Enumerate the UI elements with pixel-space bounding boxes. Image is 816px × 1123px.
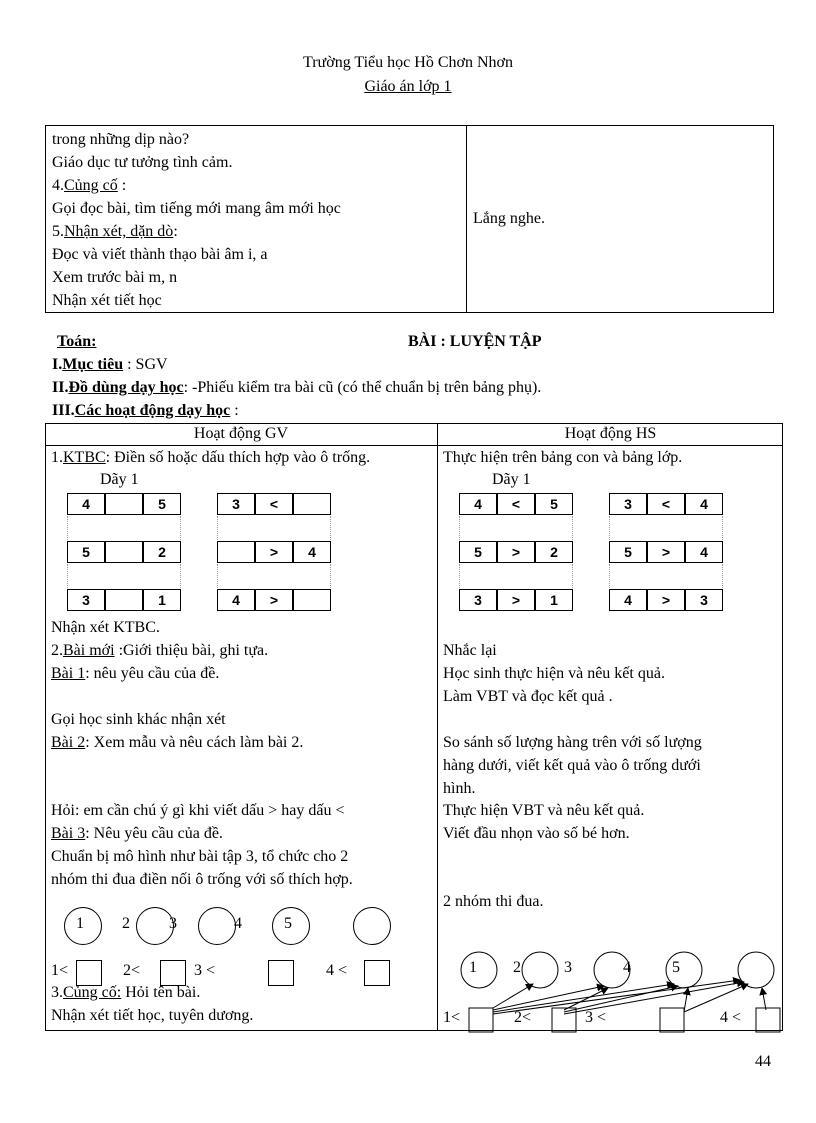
hs-answer-box <box>660 1008 684 1032</box>
chuan-bi-line-1: Chuẩn bị mô hình như bài tập 3, tổ chức cho 2 <box>51 848 349 865</box>
gv-grid-cell[interactable] <box>105 589 143 611</box>
hs-grid-cell: 3 <box>685 589 723 611</box>
top-left-cell <box>46 126 467 313</box>
hs-grid-cell: > <box>647 541 685 563</box>
circle-number: 3 <box>169 915 177 932</box>
gv-grid-cell[interactable] <box>217 541 255 563</box>
page-number: 44 <box>755 1053 771 1070</box>
top-line-prefix: 5. <box>52 223 64 240</box>
hs-grid-cell: 5 <box>535 493 573 515</box>
activities-heading: Các hoạt động dạy học <box>74 402 231 419</box>
compare-label: 2< <box>123 962 141 979</box>
circle-number: 2 <box>122 915 130 932</box>
activities-label: III. <box>52 402 75 419</box>
gv-grid-cell: 5 <box>67 541 105 563</box>
hs-grid-cell: 4 <box>609 589 647 611</box>
hs-compare-label: 4 < <box>720 1009 742 1026</box>
hs-circle-number: 5 <box>672 959 680 976</box>
top-line: Đọc và viết thành thạo bài âm i, a <box>52 246 268 263</box>
col-header-hs: Hoạt động HS <box>564 425 657 442</box>
nhan-xet-tiet-hoc: Nhận xét tiết học, tuyên dương. <box>51 1007 254 1024</box>
gv-grid-cell: > <box>255 589 293 611</box>
ktbc-text: : Điền số hoặc dấu thích hợp vào ô trống. <box>105 449 371 466</box>
hs-grid-cell: 5 <box>609 541 647 563</box>
gv-grid-cell[interactable] <box>105 493 143 515</box>
hs-grid-cell: > <box>647 589 685 611</box>
lesson-title: BÀI : LUYỆN TẬP <box>408 333 542 350</box>
gv-grid-cell[interactable] <box>105 541 143 563</box>
bai-3-text: : Nêu yêu cầu của đề. <box>85 825 223 842</box>
gv-grid-cell: 4 <box>217 589 255 611</box>
bai-moi-prefix: 2. <box>51 642 63 659</box>
cung-co-heading: Củng cố <box>64 177 118 194</box>
day-label-hs: Dãy 1 <box>492 471 531 488</box>
top-line-prefix: 4. <box>52 177 64 194</box>
activities-text: : <box>230 402 239 419</box>
gv-grid-cell: > <box>255 541 293 563</box>
cung-co-prefix: 3. <box>51 984 63 1001</box>
day-label-gv: Dãy 1 <box>100 471 139 488</box>
gv-grid-cell: 1 <box>143 589 181 611</box>
gv-grid-cell: 2 <box>143 541 181 563</box>
compare-label: 3 < <box>194 962 216 979</box>
gv-grid-cell: 3 <box>67 589 105 611</box>
hs-grid-guide <box>459 516 573 540</box>
nhac-lai: Nhắc lại <box>443 642 497 659</box>
circle-3 <box>198 907 236 945</box>
viet-dau-nhon: Viết đầu nhọn vào số bé hơn. <box>443 825 630 842</box>
top-right-cell <box>467 126 774 313</box>
hs-grid-cell: < <box>647 493 685 515</box>
col-header-gv: Hoạt động GV <box>193 425 289 442</box>
top-line: Nhận xét tiết học <box>52 292 162 309</box>
so-sanh-line-1: So sánh số lượng hàng trên với số lượng <box>443 734 702 751</box>
hoi-text: Hỏi: em cần chú ý gì khi viết dấu > hay dấu < <box>51 802 345 819</box>
objective-label: I. <box>52 356 63 373</box>
cung-co-heading-2: Củng cố: <box>63 984 122 1001</box>
hs-compare-label: 1< <box>443 1009 461 1026</box>
gv-grid-cell: < <box>255 493 293 515</box>
top-line-rest: : <box>173 223 178 240</box>
top-table <box>45 125 774 313</box>
nhan-xet-heading: Nhận xét, dặn dò <box>64 223 174 240</box>
top-line: Giáo dục tư tưởng tình cảm. <box>52 154 233 171</box>
answer-box[interactable] <box>76 960 102 986</box>
bai-3-heading: Bài 3 <box>51 825 86 842</box>
bai-moi-heading: Bài mới <box>63 642 115 659</box>
hs-circle-number: 1 <box>469 959 477 976</box>
hs-grid-cell: 4 <box>685 541 723 563</box>
so-sanh-line-3: hình. <box>443 780 476 797</box>
so-sanh-line-2: hàng dưới, viết kết quả vào ô trống dưới <box>443 757 701 774</box>
top-line: Xem trước bài m, n <box>52 269 178 286</box>
hs-ktbc-text: Thực hiện trên bảng con và bảng lớp. <box>443 449 683 466</box>
hs-grid-cell: > <box>497 541 535 563</box>
tools-text: : -Phiếu kiểm tra bài cũ (có thể chuẩn bị trên bảng phụ). <box>183 379 542 396</box>
circle-5 <box>353 907 391 945</box>
arrow-line <box>684 988 688 1012</box>
gv-grid-cell: 4 <box>67 493 105 515</box>
bai-moi-text: :Giới thiệu bài, ghi tựa. <box>114 642 269 659</box>
gv-grid-cell: 3 <box>217 493 255 515</box>
top-line: trong những dịp nào? <box>52 131 190 148</box>
hs-grid-guide <box>459 564 573 588</box>
hs-circle-number: 2 <box>513 959 521 976</box>
gv-grid-guide <box>217 516 331 540</box>
chuan-bi-line-2: nhóm thi đua điền nối ô trống với số thích hợp. <box>51 871 353 888</box>
hs-grid-cell: 5 <box>459 541 497 563</box>
top-line: Gọi đọc bài, tìm tiếng mới mang âm mới học <box>52 200 341 217</box>
lam-vbt: Làm VBT và đọc kết quả . <box>443 688 613 705</box>
lesson-plan-subtitle: Giáo án lớp 1 <box>364 78 452 95</box>
objective-heading: Mục tiêu <box>62 356 124 373</box>
circle-number: 1 <box>76 915 84 932</box>
tools-heading: Đồ dùng dạy học <box>68 379 184 396</box>
hs-grid-cell: 4 <box>685 493 723 515</box>
ktbc-prefix: 1. <box>51 449 63 466</box>
arrow-line <box>762 988 766 1010</box>
gv-grid-guide <box>67 564 181 588</box>
hs-circle-1 <box>461 952 497 988</box>
hs-compare-label: 3 < <box>585 1009 607 1026</box>
school-name: Trường Tiểu học Hồ Chơn Nhơn <box>303 54 513 71</box>
gv-grid-cell[interactable] <box>293 589 331 611</box>
goi-hs-text: Gọi học sinh khác nhận xét <box>51 711 226 728</box>
hs-circle-number: 4 <box>623 959 631 976</box>
circle-number: 5 <box>284 915 292 932</box>
gv-grid-guide <box>67 516 181 540</box>
bai-2-text: : Xem mẫu và nêu cách làm bài 2. <box>85 734 304 751</box>
hs-answer-box <box>469 1008 493 1032</box>
hs-compare-label: 2< <box>514 1009 532 1026</box>
objective-text: : SGV <box>123 356 168 373</box>
cung-co-text: Hỏi tên bài. <box>121 984 201 1001</box>
compare-label: 1< <box>51 962 69 979</box>
hs-grid-cell: > <box>497 589 535 611</box>
compare-label: 4 < <box>326 962 348 979</box>
hs-circle-number: 3 <box>564 959 572 976</box>
answer-box[interactable] <box>364 960 390 986</box>
hs-grid-cell: 4 <box>459 493 497 515</box>
thi-dua: 2 nhóm thi đua. <box>443 893 544 910</box>
answer-box[interactable] <box>160 960 186 986</box>
hs-grid-guide <box>609 516 723 540</box>
bai-1-heading: Bài 1 <box>51 665 86 682</box>
subject-label: Toán: <box>57 333 97 350</box>
gv-grid-cell: 4 <box>293 541 331 563</box>
thuc-hien-vbt: Thực hiện VBT và nêu kết quả. <box>443 802 645 819</box>
arrow-line <box>684 984 748 1012</box>
hs-answer-box <box>756 1008 780 1032</box>
lang-nghe-text: Lắng nghe. <box>473 210 545 227</box>
gv-grid-cell[interactable] <box>293 493 331 515</box>
hs-grid-cell: 3 <box>459 589 497 611</box>
top-line-rest: : <box>117 177 127 194</box>
hs-grid-guide <box>609 564 723 588</box>
hs-grid-cell: 2 <box>535 541 573 563</box>
ktbc-heading: KTBC <box>63 449 106 466</box>
bai-2-heading: Bài 2 <box>51 734 86 751</box>
hs-circle-2 <box>522 952 558 988</box>
hs-thuc-hien: Học sinh thực hiện và nêu kết quả. <box>443 665 665 682</box>
hs-grid-cell: 3 <box>609 493 647 515</box>
nhan-xet-ktbc: Nhận xét KTBC. <box>51 619 160 636</box>
hs-grid-cell: 1 <box>535 589 573 611</box>
answer-box[interactable] <box>268 960 294 986</box>
gv-grid-cell: 5 <box>143 493 181 515</box>
hs-grid-cell: < <box>497 493 535 515</box>
header-divider <box>45 445 783 446</box>
circle-number: 4 <box>234 915 242 932</box>
arrow-line <box>493 984 533 1008</box>
tools-label: II. <box>52 379 69 396</box>
gv-grid-guide <box>217 564 331 588</box>
bai-1-text: : nêu yêu cầu của đề. <box>85 665 220 682</box>
